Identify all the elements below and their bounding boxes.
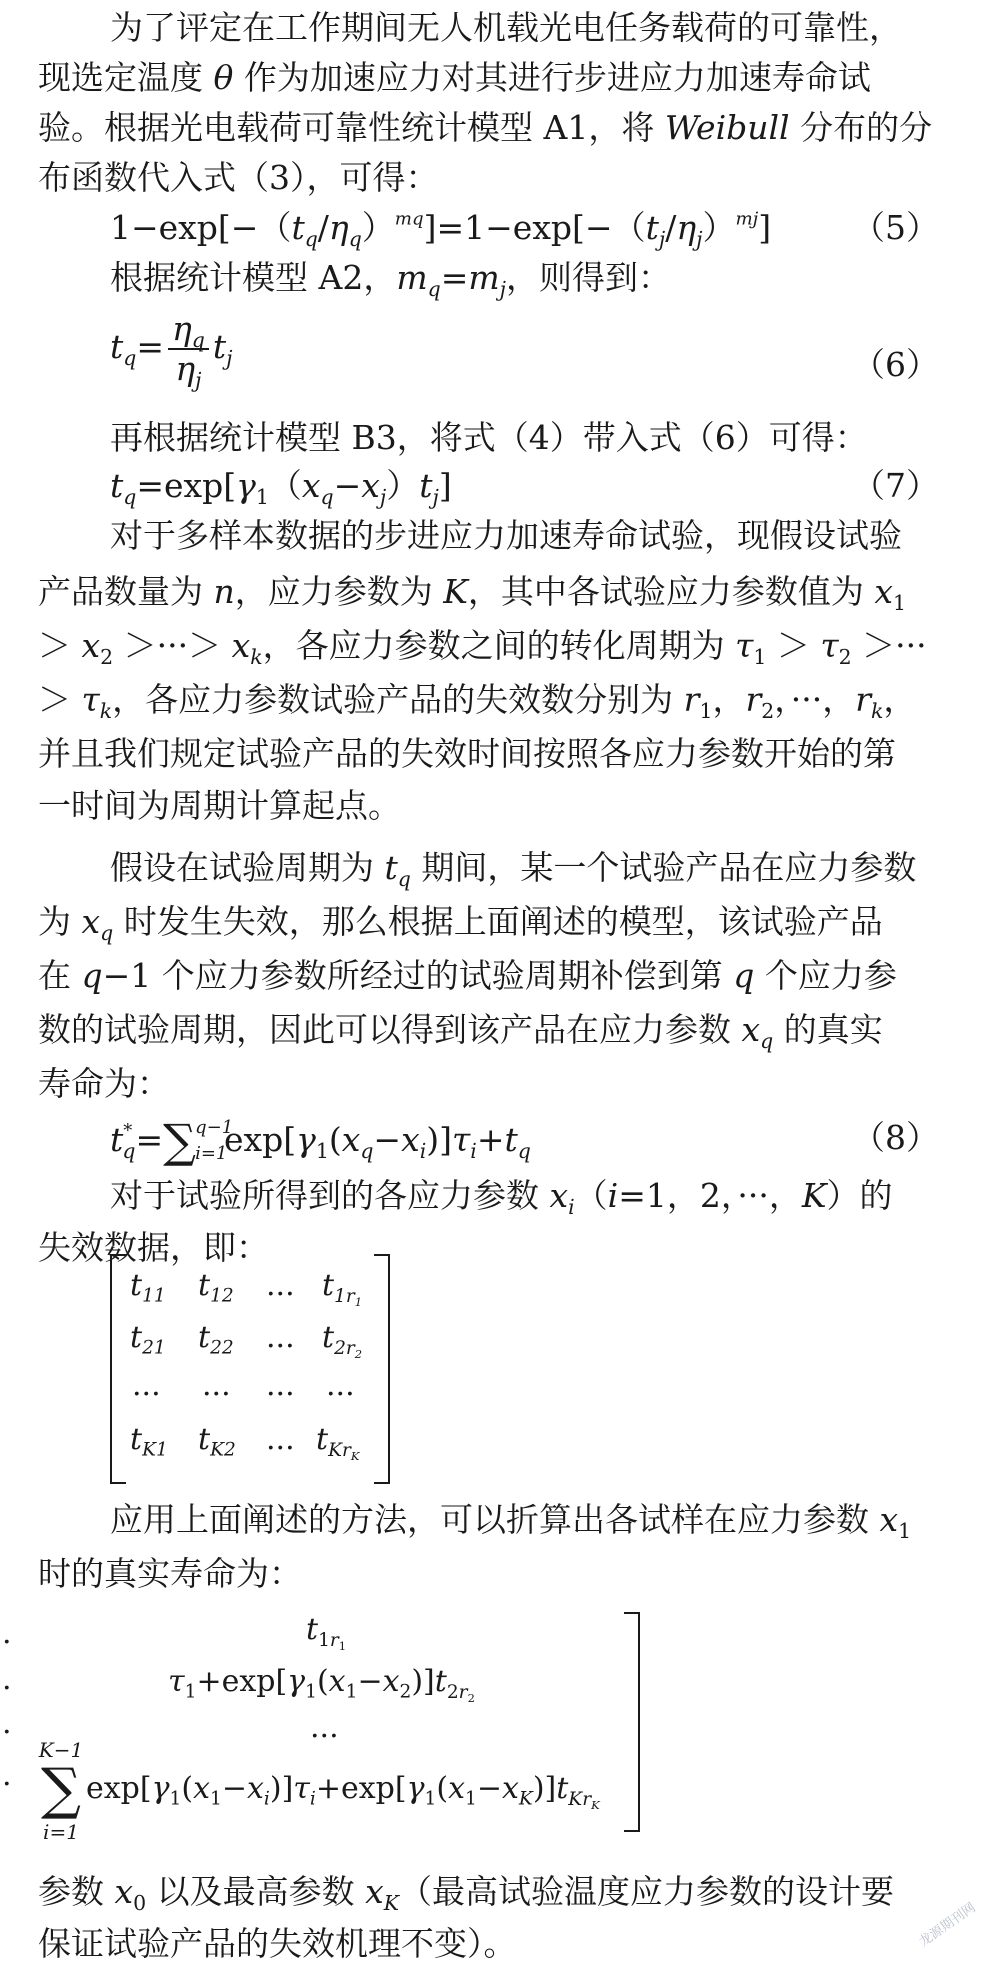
equation-8-number: （8） <box>852 1118 939 1157</box>
equation-6: $t_q=$ $\frac{\eta_q}{\eta_j}$ $t_j$ <box>110 309 233 393</box>
para6-line-2: 保证试验产品的失效机理不变）。 <box>38 1924 517 1963</box>
equation-5: $1-\exp[-(t_q/\eta_q)^{mq}]=1-\exp[-(t_j/\eta_j)^{mj}]$ <box>110 208 772 252</box>
para4-line-2: 失效数据，即： <box>38 1228 269 1267</box>
equation-7-number: （7） <box>852 466 939 505</box>
watermark: 龙源期刊网 <box>916 1900 979 1950</box>
matrix-cell: ... <box>132 1368 161 1403</box>
para2-line-3: ＞ $x_2$ ＞···＞ $x_k$，各应力参数之间的转化周期为 $\tau_1 > \tau_2$ ＞··· <box>38 626 927 670</box>
failure-data-matrix <box>110 1254 390 1480</box>
para1-line-2: 现选定温度 θ 作为加速应力对其进行步进应力加速寿命试 <box>38 58 871 97</box>
para2-line-2: 产品数量为 n，应力参数为 K，其中各试验应力参数值为 $x_1$ <box>38 572 907 616</box>
line-a2: 根据统计模型 A2，$m_q=m_j$，则得到： <box>110 258 672 302</box>
equation-8: $t^*_q=\sum$ q−1 i=1 $\exp[\gamma_1(x_q-x_i)]\tau_i+t_q$ <box>110 1114 531 1168</box>
matrix-cell: ... <box>266 1368 295 1403</box>
para2-line-4: ＞ $\tau_k$，各应力参数试验产品的失效数分别为 $r_1$，$r_2$，···，$r_k$， <box>38 680 917 724</box>
para2-line-1: 对于多样本数据的步进应力加速寿命试验，现假设试验 <box>110 516 902 555</box>
para1-line-3: 验。根据光电载荷可靠性统计模型 A1，将 Weibull 分布的分 <box>38 108 933 147</box>
para3-line-4: 数的试验周期，因此可以得到该产品在应力参数 $x_q$ 的真实 <box>38 1010 883 1054</box>
matrix-row-3: ... <box>310 1710 339 1745</box>
matrix-edge-dot: . <box>2 1616 12 1651</box>
equation-6-number: （6） <box>852 345 939 384</box>
matrix-cell: $t_{Kr_K}$ <box>316 1422 360 1463</box>
matrix-row-2: $\tau_1+\exp[\gamma_1(x_1-x_2)]t_{2r_2}$ <box>168 1664 475 1705</box>
para1-line-4: 布函数代入式（3），可得： <box>38 158 439 197</box>
matrix-cell: $t_{11}$ <box>130 1268 166 1307</box>
equation-7: $t_q=\exp[\gamma_1(x_q-x_j)t_j]$ <box>110 466 452 510</box>
matrix-cell: $t_{12}$ <box>198 1268 234 1307</box>
matrix-cell: $t_{21}$ <box>130 1320 166 1359</box>
matrix-cell: $t_{2r_2}$ <box>322 1320 363 1361</box>
matrix-cell: ... <box>266 1268 295 1303</box>
matrix-cell: $t_{22}$ <box>198 1320 234 1359</box>
para2-line-6: 一时间为周期计算起点。 <box>38 786 401 825</box>
para3-line-2: 为 $x_q$ 时发生失效，那么根据上面阐述的模型，该试验产品 <box>38 902 883 946</box>
matrix-cell: $t_{K2}$ <box>198 1422 236 1461</box>
equation-5-number: （5） <box>852 208 939 247</box>
matrix-row-4: K−1 ∑ i=1 $\exp[\gamma_1(x_1-x_i)]\tau_i+\exp[\gamma_1(x_1-x_K)]t_{Kr_K}$ <box>38 1738 600 1844</box>
para4-line-1: 对于试验所得到的各应力参数 $x_i(i=1$，2，···，K）的 <box>110 1176 893 1220</box>
matrix-edge-dot: . <box>2 1758 12 1793</box>
matrix-cell: ... <box>266 1320 295 1355</box>
matrix-right-bracket <box>374 1254 390 1484</box>
matrix-left-bracket <box>110 1254 126 1484</box>
para1-line-1: 为了评定在工作期间无人机载光电任务载荷的可靠性， <box>110 8 902 47</box>
matrix-cell: $t_{1r_1}$ <box>322 1268 363 1309</box>
matrix-row-1: $t_{1r_1}$ <box>306 1612 347 1653</box>
para3-line-5: 寿命为： <box>38 1064 170 1103</box>
para2-line-5: 并且我们规定试验产品的失效时间按照各应力参数开始的第 <box>38 734 896 773</box>
matrix-cell: ... <box>202 1368 231 1403</box>
para5-line-1: 应用上面阐述的方法，可以折算出各试样在应力参数 $x_1$ <box>110 1500 912 1544</box>
matrix-cell: ... <box>266 1422 295 1457</box>
converted-lifetime-matrix <box>0 1612 640 1844</box>
para5-line-2: 时的真实寿命为： <box>38 1554 302 1593</box>
line-b3: 再根据统计模型 B3，将式（4）带入式（6）可得： <box>110 418 868 457</box>
para6-line-1: 参数 $x_0$ 以及最高参数 $x_K$（最高试验温度应力参数的设计要 <box>38 1872 895 1916</box>
para3-line-1: 假设在试验周期为 $t_q$ 期间，某一个试验产品在应力参数 <box>110 848 917 892</box>
matrix-edge-dot: . <box>2 1706 12 1741</box>
matrix-cell: ... <box>326 1368 355 1403</box>
matrix-cell: $t_{K1}$ <box>130 1422 168 1461</box>
para3-line-3: 在 q−1 个应力参数所经过的试验周期补偿到第 q 个应力参 <box>38 956 897 995</box>
matrix-right-bracket <box>624 1612 640 1832</box>
matrix-edge-dot: . <box>2 1662 12 1697</box>
